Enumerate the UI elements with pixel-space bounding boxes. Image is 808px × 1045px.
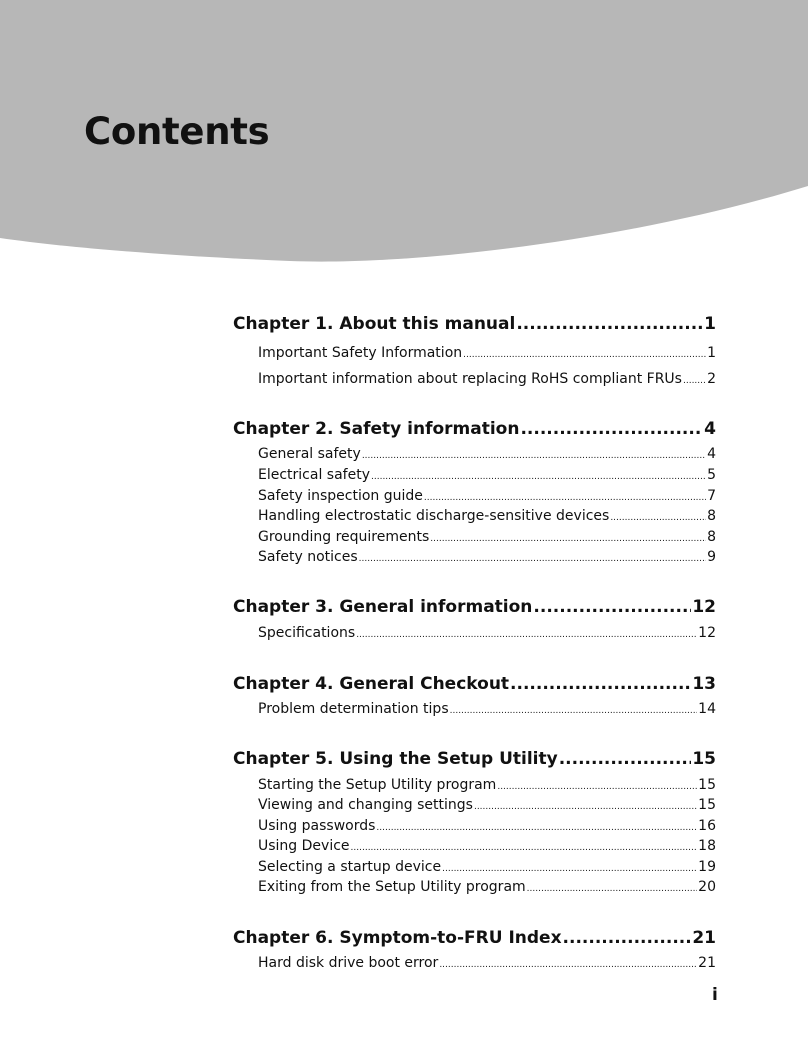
chapter-page-number: 13	[692, 674, 716, 694]
entry-title: Specifications	[258, 625, 356, 641]
dot-leader	[351, 843, 698, 853]
toc-chapter-3[interactable]	[233, 597, 716, 617]
chapter-page-number: 21	[692, 928, 716, 948]
toc-entry[interactable]	[258, 371, 716, 387]
toc-entry[interactable]	[258, 859, 716, 875]
toc-entry[interactable]	[258, 446, 716, 462]
entry-page-number: 12	[698, 625, 716, 641]
dot-leader	[376, 823, 697, 833]
entry-page-number: 7	[707, 488, 716, 504]
toc-entry[interactable]	[258, 818, 716, 834]
toc-entry[interactable]	[258, 508, 716, 524]
dot-leader	[371, 472, 706, 482]
page-title: Contents	[84, 110, 270, 153]
dot-leader	[359, 554, 706, 564]
entry-page-number: 15	[698, 777, 716, 793]
toc-entry[interactable]	[258, 879, 716, 895]
entry-title: Important Safety Information	[258, 345, 463, 361]
entry-page-number: 9	[707, 549, 716, 565]
chapter-page-number: 12	[692, 597, 716, 617]
dot-leader	[474, 802, 697, 812]
entry-title: Exiting from the Setup Utility program	[258, 879, 526, 895]
toc-entry[interactable]	[258, 701, 716, 717]
entry-title: General safety	[258, 446, 361, 462]
entry-page-number: 21	[698, 955, 716, 971]
entry-page-number: 19	[698, 859, 716, 875]
toc-entry[interactable]	[258, 529, 716, 545]
entry-page-number: 1	[707, 345, 716, 361]
entry-page-number: 16	[698, 818, 716, 834]
entry-title: Safety inspection guide	[258, 488, 423, 504]
entry-title: Grounding requirements	[258, 529, 430, 545]
dot-leader	[424, 493, 706, 503]
entry-title: Safety notices	[258, 549, 358, 565]
entry-title: Using Device	[258, 838, 350, 854]
toc-entry[interactable]	[258, 345, 716, 361]
chapter-title: Chapter 6. Symptom-to-FRU Index	[233, 928, 562, 948]
entry-title: Important information about replacing RoHS compliant FRUs	[258, 371, 682, 387]
entry-title: Viewing and changing settings	[258, 797, 473, 813]
chapter-title: Chapter 3. General information	[233, 597, 533, 617]
toc-chapter-4[interactable]	[233, 674, 716, 694]
toc-chapter-6[interactable]	[233, 928, 716, 948]
entry-page-number: 8	[707, 508, 716, 524]
dot-leader	[442, 864, 697, 874]
dot-leader	[439, 960, 697, 970]
chapter-title: Chapter 2. Safety information	[233, 419, 520, 439]
dot-leader	[520, 419, 703, 439]
toc-entry[interactable]	[258, 625, 716, 641]
dot-leader	[559, 749, 692, 769]
chapter-title: Chapter 1. About this manual	[233, 314, 516, 334]
entry-title: Using passwords	[258, 818, 376, 834]
chapter-page-number: 1	[704, 314, 716, 334]
entry-title: Starting the Setup Utility program	[258, 777, 497, 793]
chapter-title: Chapter 4. General Checkout	[233, 674, 510, 694]
toc-chapter-1[interactable]	[233, 314, 716, 334]
page-number: i	[712, 985, 718, 1005]
dot-leader	[450, 706, 698, 716]
dot-leader	[356, 630, 697, 640]
entry-page-number: 2	[707, 371, 716, 387]
dot-leader	[533, 597, 691, 617]
chapter-page-number: 4	[704, 419, 716, 439]
entry-page-number: 14	[698, 701, 716, 717]
chapter-title: Chapter 5. Using the Setup Utility	[233, 749, 558, 769]
toc-chapter-2[interactable]	[233, 419, 716, 439]
toc-entry[interactable]	[258, 488, 716, 504]
chapter-page-number: 15	[692, 749, 716, 769]
dot-leader	[563, 928, 692, 948]
dot-leader	[497, 782, 697, 792]
entry-page-number: 4	[707, 446, 716, 462]
entry-page-number: 18	[698, 838, 716, 854]
entry-page-number: 20	[698, 879, 716, 895]
dot-leader	[362, 451, 706, 461]
toc-entry[interactable]	[258, 838, 716, 854]
entry-title: Hard disk drive boot error	[258, 955, 439, 971]
entry-page-number: 15	[698, 797, 716, 813]
dot-leader	[610, 513, 706, 523]
entry-page-number: 5	[707, 467, 716, 483]
dot-leader	[527, 884, 698, 894]
entry-page-number: 8	[707, 529, 716, 545]
dot-leader	[463, 350, 706, 360]
dot-leader	[510, 674, 691, 694]
dot-leader	[683, 376, 706, 386]
toc-entry[interactable]	[258, 777, 716, 793]
dot-leader	[516, 314, 703, 334]
toc-entry[interactable]	[258, 467, 716, 483]
entry-title: Handling electrostatic discharge-sensitive devices	[258, 508, 610, 524]
toc-chapter-5[interactable]	[233, 749, 716, 769]
entry-title: Selecting a startup device	[258, 859, 442, 875]
dot-leader	[430, 534, 706, 544]
entry-title: Electrical safety	[258, 467, 370, 483]
toc-entry[interactable]	[258, 797, 716, 813]
entry-title: Problem determination tips	[258, 701, 449, 717]
toc-entry[interactable]	[258, 955, 716, 971]
toc-entry[interactable]	[258, 549, 716, 565]
